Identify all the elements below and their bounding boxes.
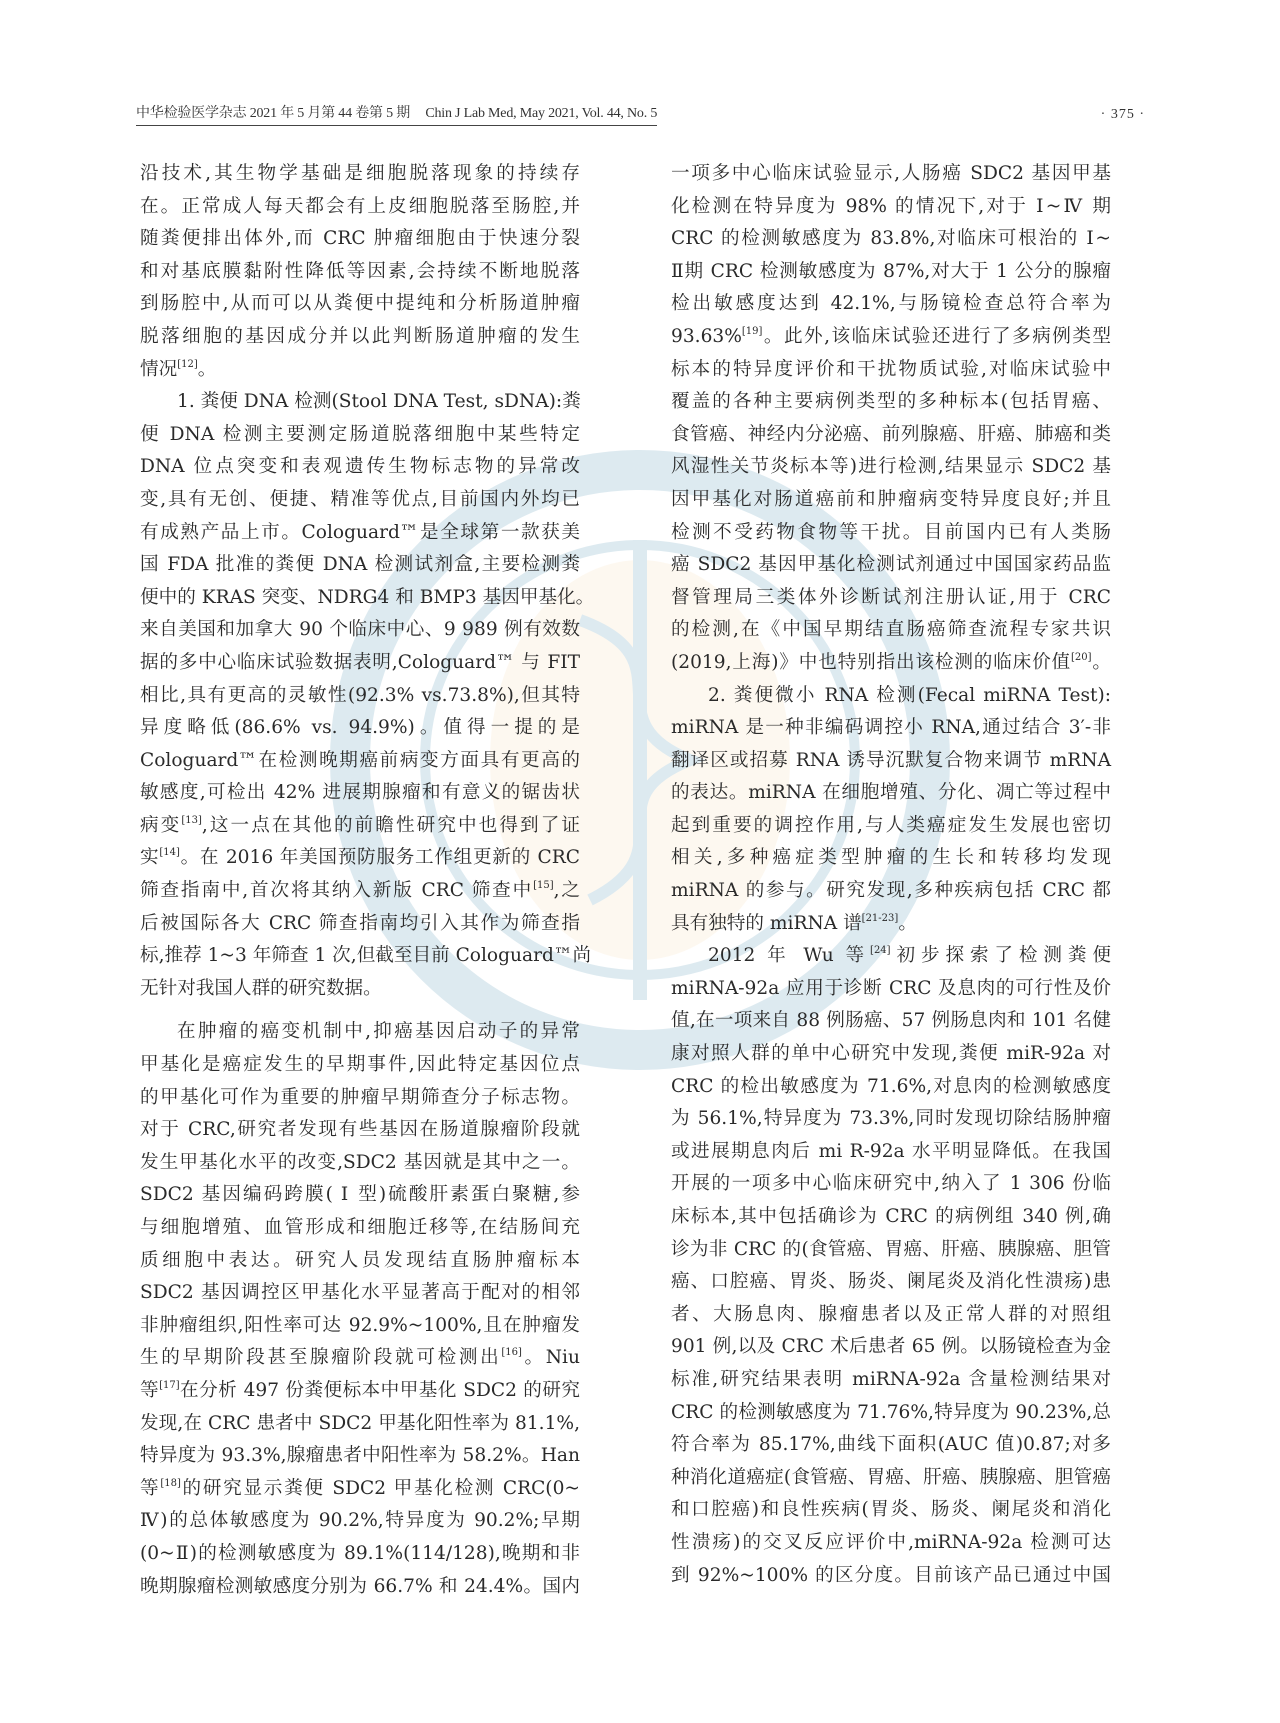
text-line: 病变[13],这一点在其他的前瞻性研究中也得到了证	[140, 814, 580, 836]
text-line: (0~Ⅱ)的检测敏感度为 89.1%(114/128),晚期和非	[140, 1542, 580, 1564]
text-line: Cologuard™在检测晚期癌前病变方面具有更高的	[140, 749, 580, 771]
text-line: 93.63%[19]。此外,该临床试验还进行了多病例类型	[671, 325, 1111, 347]
text-line: 和对基底膜黏附性降低等因素,会持续不断地脱落	[140, 260, 580, 282]
citation-ref[interactable]: [16]	[501, 1347, 522, 1359]
text-line: 种消化道癌症(食管癌、胃癌、肝癌、胰腺癌、胆管癌	[671, 1466, 1111, 1488]
text-line: 督管理局三类体外诊断试剂注册认证,用于 CRC	[671, 586, 1111, 608]
citation-ref[interactable]: [17]	[159, 1379, 180, 1391]
text-line: SDC2 基因调控区甲基化水平显著高于配对的相邻	[140, 1282, 580, 1304]
text-line: 的表达。miRNA 在细胞增殖、分化、凋亡等过程中	[671, 782, 1111, 804]
text-line: 翻译区或招募 RNA 诱导沉默复合物来调节 mRNA	[671, 749, 1111, 771]
page-number: · 375 ·	[1100, 107, 1145, 122]
text-line: DNA 位点突变和表观遗传生物标志物的异常改	[140, 456, 580, 478]
text-line: 国 FDA 批准的粪便 DNA 检测试剂盒,主要检测粪	[140, 554, 580, 576]
text-line: 和口腔癌)和良性疾病(胃炎、肠炎、阑尾炎和消化	[671, 1499, 1111, 1521]
text-line: 非肿瘤组织,阳性率可达 92.9%~100%,且在肿瘤发	[140, 1314, 580, 1336]
text-line: 相比,具有更高的灵敏性(92.3% vs.73.8%),但其特	[140, 684, 580, 706]
text-line: 床标本,其中包括确诊为 CRC 的病例组 340 例,确	[671, 1206, 1111, 1227]
text-line: 的甲基化可作为重要的肿瘤早期筛查分子标志物。	[140, 1086, 580, 1108]
text-line: 为 56.1%,特异度为 73.3%,同时发现切除结肠肿瘤	[671, 1108, 1111, 1130]
text-line: miRNA 的参与。研究发现,多种疾病包括 CRC 都	[671, 880, 1111, 902]
text-line: 检测不受药物食物等干扰。目前国内已有人类肠	[671, 521, 1111, 543]
text-line: 到肠腔中,从而可以从粪便中提纯和分析肠道肿瘤	[140, 293, 580, 315]
text-line: 具有独特的 miRNA 谱[21-23]。	[671, 912, 917, 934]
text-line: 随粪便排出体外,而 CRC 肿瘤细胞由于快速分裂	[140, 228, 580, 250]
text-line: 情况[12]。	[140, 358, 217, 380]
right-column	[671, 158, 1111, 1592]
text-line: SDC2 基因编码跨膜( Ⅰ 型)硫酸肝素蛋白聚糖,参	[140, 1184, 580, 1206]
text-line: 沿技术,其生物学基础是细胞脱落现象的持续存	[140, 163, 580, 184]
text-line: 与细胞增殖、血管形成和细胞迁移等,在结肠间充	[140, 1217, 580, 1238]
citation-ref[interactable]: [21-23]	[861, 912, 899, 924]
text-line: 癌、口腔癌、胃炎、肠炎、阑尾炎及消化性溃疡)患	[671, 1271, 1111, 1293]
text-line: 相关,多种癌症类型肿瘤的生长和转移均发现	[671, 847, 1111, 869]
text-line: 变,具有无创、便捷、精准等优点,目前国内外均已	[140, 488, 580, 510]
text-line: 对于 CRC,研究者发现有些基因在肠道腺瘤阶段就	[140, 1119, 580, 1141]
text-line: 来自美国和加拿大 90 个临床中心、9 989 例有效数	[140, 619, 580, 641]
journal-citation	[136, 102, 657, 126]
section-heading-sdna: 1. 粪便 DNA 检测(Stool DNA Test, sDNA):粪	[177, 391, 581, 413]
text-line: 标,推荐 1~3 年筛查 1 次,但截至目前 Cologuard™尚	[140, 945, 592, 967]
text-line: 食管癌、神经内分泌癌、前列腺癌、肝癌、肺癌和类	[671, 423, 1111, 445]
text-line: 起到重要的调控作用,与人类癌症发生发展也密切	[671, 814, 1111, 836]
journal-title-en: Chin J Lab Med, May 2021, Vol. 44, No. 5	[425, 106, 658, 121]
citation-ref[interactable]: [24]	[870, 945, 891, 957]
text-line: 发生甲基化水平的改变,SDC2 基因就是其中之一。	[140, 1151, 580, 1173]
text-line: CRC 的检测敏感度为 83.8%,对临床可根治的 Ⅰ~	[671, 228, 1111, 250]
journal-title-cn: 中华检验医学杂志 2021 年 5 月第 44 卷第 5 期	[136, 106, 410, 121]
text-line: 异度略低(86.6% vs. 94.9%)。值得一提的是	[140, 717, 580, 739]
text-line: 在。正常成人每天都会有上皮细胞脱落至肠腔,并	[140, 195, 580, 217]
text-line: 晚期腺瘤检测敏感度分别为 66.7% 和 24.4%。国内	[140, 1575, 580, 1597]
text-line: 到 92%~100% 的区分度。目前该产品已通过中国	[671, 1564, 1111, 1586]
text-line: 开展的一项多中心临床研究中,纳入了 1 306 份临	[671, 1173, 1111, 1195]
text-line: 康对照人群的单中心研究中发现,粪便 miR-92a 对	[671, 1043, 1111, 1065]
text-line: 一项多中心临床试验显示,人肠癌 SDC2 基因甲基	[671, 163, 1111, 184]
text-line: 敏感度,可检出 42% 进展期腺瘤和有意义的锯齿状	[140, 782, 580, 804]
text-line: CRC 的检测敏感度为 71.76%,特异度为 90.23%,总	[671, 1401, 1111, 1423]
left-column	[140, 158, 595, 1603]
text-line: 据的多中心临床试验数据表明,Cologuard™ 与 FIT	[140, 651, 580, 673]
text-line: 特异度为 93.3%,腺瘤患者中阳性率为 58.2%。Han	[140, 1445, 580, 1467]
citation-ref[interactable]: [15]	[533, 880, 554, 892]
running-header	[136, 100, 1145, 126]
text-line: 2012 年 Wu 等[24]初步探索了检测粪便	[708, 945, 1111, 967]
text-line: 甲基化是癌症发生的早期事件,因此特定基因位点	[140, 1054, 580, 1076]
text-line: 实[14]。在 2016 年美国预防服务工作组更新的 CRC	[140, 847, 580, 869]
text-line: 标本的特异度评价和干扰物质试验,对临床试验中	[671, 358, 1111, 380]
text-line: 等[18]的研究显示粪便 SDC2 甲基化检测 CRC(0~	[140, 1477, 580, 1499]
text-line: 质细胞中表达。研究人员发现结直肠肿瘤标本	[140, 1249, 580, 1271]
text-line: miRNA-92a 应用于诊断 CRC 及息肉的可行性及价	[671, 977, 1111, 999]
text-line: 有成熟产品上市。Cologuard™是全球第一款获美	[140, 521, 580, 543]
text-line: 等[17]在分析 497 份粪便标本中甲基化 SDC2 的研究	[140, 1379, 580, 1401]
text-line: 筛查指南中,首次将其纳入新版 CRC 筛查中[15],之	[140, 880, 580, 902]
text-line: 在肿瘤的癌变机制中,抑癌基因启动子的异常	[177, 1021, 580, 1043]
citation-ref[interactable]: [13]	[181, 814, 202, 826]
citation-ref[interactable]: [18]	[160, 1477, 181, 1489]
citation-ref[interactable]: [14]	[159, 847, 180, 859]
text-line: Ⅳ)的总体敏感度为 90.2%,特异度为 90.2%;早期	[140, 1510, 580, 1532]
text-line: 覆盖的各种主要病例类型的多种标本(包括胃癌、	[671, 391, 1111, 413]
text-line: 的检测,在《中国早期结直肠癌筛查流程专家共识	[671, 619, 1111, 641]
text-line: 符合率为 85.17%,曲线下面积(AUC 值)0.87;对多	[671, 1434, 1111, 1456]
text-line: Ⅱ期 CRC 检测敏感度为 87%,对大于 1 公分的腺瘤	[671, 260, 1111, 282]
text-line: 便中的 KRAS 突变、NDRG4 和 BMP3 基因甲基化。	[140, 586, 595, 608]
text-line: 后被国际各大 CRC 筛查指南均引入其作为筛查指	[140, 912, 580, 934]
text-line: 值,在一项来自 88 例肠癌、57 例肠息肉和 101 名健	[671, 1010, 1111, 1032]
text-line: 检出敏感度达到 42.1%,与肠镜检查总符合率为	[671, 293, 1111, 315]
text-line: 因甲基化对肠道癌前和肿瘤病变特异度良好;并且	[671, 488, 1111, 510]
text-line: 便 DNA 检测主要测定肠道脱落细胞中某些特定	[140, 423, 580, 445]
text-line: miRNA 是一种非编码调控小 RNA,通过结合 3′-非	[671, 717, 1111, 739]
text-line: 生的早期阶段甚至腺瘤阶段就可检测出[16]。Niu	[140, 1347, 580, 1369]
text-line: 脱落细胞的基因成分并以此判断肠道肿瘤的发生	[140, 325, 580, 347]
citation-ref[interactable]: [12]	[177, 358, 198, 370]
text-line: 化检测在特异度为 98% 的情况下,对于 Ⅰ~Ⅳ 期	[671, 195, 1111, 217]
text-line: 无针对我国人群的研究数据。	[140, 977, 382, 999]
text-line: (2019,上海)》中也特别指出该检测的临床价值[20]。	[671, 651, 1111, 673]
text-line: CRC 的检出敏感度为 71.6%,对息肉的检测敏感度	[671, 1075, 1111, 1097]
text-line: 性溃疡)的交叉反应评价中,miRNA-92a 检测可达	[671, 1531, 1111, 1553]
text-line: 风湿性关节炎标本等)进行检测,结果显示 SDC2 基	[671, 456, 1111, 478]
text-line: 癌 SDC2 基因甲基化检测试剂通过中国国家药品监	[671, 554, 1111, 576]
text-line: 标准,研究结果表明 miRNA-92a 含量检测结果对	[671, 1368, 1111, 1390]
section-heading-mirna: 2. 粪便微小 RNA 检测(Fecal miRNA Test):	[708, 684, 1111, 706]
text-line: 或进展期息肉后 mi R-92a 水平明显降低。在我国	[671, 1140, 1111, 1162]
text-line: 者、大肠息肉、腺瘤患者以及正常人群的对照组	[671, 1303, 1111, 1325]
citation-ref[interactable]: [19]	[741, 325, 763, 337]
text-line: 发现,在 CRC 患者中 SDC2 甲基化阳性率为 81.1%,	[140, 1412, 580, 1434]
text-line: 诊为非 CRC 的(食管癌、胃癌、肝癌、胰腺癌、胆管	[671, 1238, 1111, 1260]
citation-ref[interactable]: [20]	[1071, 651, 1092, 663]
text-line: 901 例,以及 CRC 术后患者 65 例。以肠镜检查为金	[671, 1336, 1111, 1358]
